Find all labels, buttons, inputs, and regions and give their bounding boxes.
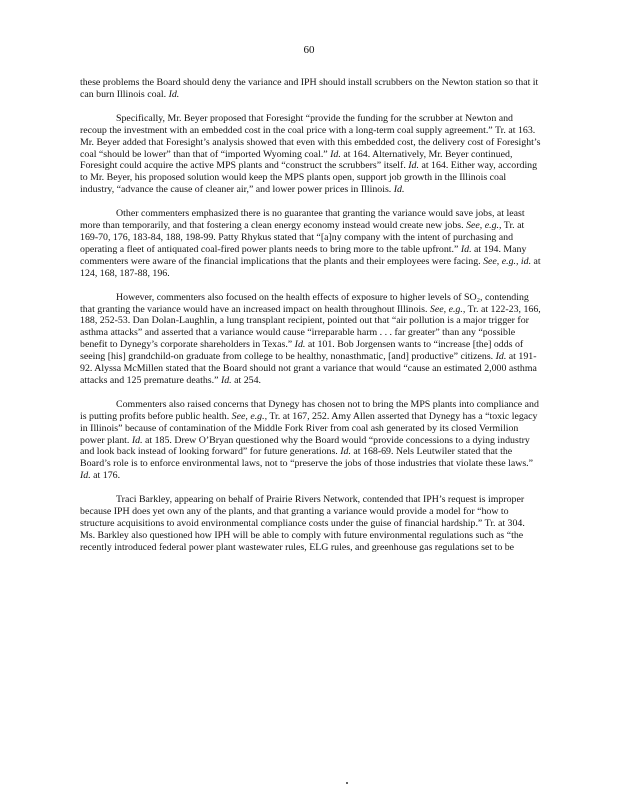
citation-italic: Id. xyxy=(460,243,472,255)
text-run: Tr. at 169-70, 176, 183-84, 188, 198-99. Patty Rhykus stated that “[a]ny company with the intent of purchasing and operating a fleet of antiquated coal-fired power plants needs to bring more to the table upfront.” xyxy=(80,220,525,255)
text-run: at 176. xyxy=(90,470,121,482)
citation-italic: Id. xyxy=(168,88,180,100)
citation-italic: See, e.g., xyxy=(231,410,268,422)
citation-italic: Id. xyxy=(131,434,143,446)
scan-speck xyxy=(346,782,348,784)
text-run: at 124, 168, 187-88, 196. xyxy=(80,255,541,279)
text-run: at 164. Either way, according to Mr. Beyer, his proposed solution would keep the MPS plants open, support job growth in the Illinois coal industry, “advance the cause of cleaner air,” and lower power prices in Illinois. xyxy=(80,160,538,196)
paragraph-5 xyxy=(80,399,542,482)
text-run: at 254. xyxy=(231,374,261,386)
text-run: at 168-69. Nels Leutwiler stated that the Board’s role is to enforce environmental laws, not to “preserve the jobs of those industries that violate these laws.” xyxy=(80,446,534,470)
paragraph-1 xyxy=(80,77,542,101)
paragraph-3 xyxy=(80,208,542,279)
text-run: at 185. Drew O’Bryan questioned why the Board would “provide concessions to a dying industry and look back instead of looking forward” for future generations. xyxy=(80,434,530,458)
citation-italic: Id. xyxy=(294,339,306,351)
text-run: these problems the Board should deny the variance and IPH should install scrubbers on the Newton station so that it can burn Illinois coal. xyxy=(80,77,539,100)
paragraph-6 xyxy=(80,494,542,554)
text-run: Tr. at 122-23, 166, 188, 252-53. Dan Dolan-Laughlin, a lung transplant recipient, pointed out that “air pollution is a major trigger for asthma attacks” and asserted that a variance would cause “irreparable harm . . . far greater” than any “possible benefit to Dynegy’s corporate shareholders in Texas.” xyxy=(80,303,541,351)
citation-italic: See, e.g., id. xyxy=(483,255,532,267)
text-run: Specifically, Mr. Beyer proposed that Foresight “provide the funding for the scrubber at Newton and recoup the investment with an embedded cost in the coal price with a long-term coal supply agreement.” Tr. at 163. Mr. Beyer added that Foresight’s analysis showed that even with this embedded cost, the delivery cost of Foresight’s coal “should be lower” than that of “imported Wyoming coal.” xyxy=(80,112,541,160)
citation-italic: See, e.g., xyxy=(466,220,502,232)
text-run: Tr. at 167, 252. Amy Allen asserted that Dynegy has a “toxic legacy in Illinois” because of contamination of the Middle Fork River from coal ash generated by its closed Vermilion power plant. xyxy=(80,410,538,446)
citation-italic: Id. xyxy=(393,184,405,196)
citation-italic: Id. xyxy=(80,470,91,482)
text-run: Traci Barkley, appearing on behalf of Prairie Rivers Network, contended that IPH’s request is improper because IPH does yet own any of the plants, and that granting a variance would provide a model for “how to structure acquisitions to avoid environmental compliance costs under the guise of financial hardship.” Tr. at 304. Ms. Barkley also questioned how IPH will be able to comply with future environmental regulations such as “the recently introduced federal power plant wastewater rules, ELG rules, and greenhouse gas regulations set to be xyxy=(80,494,525,553)
text-run: at 101. Bob Jorgensen wants to “increase [the] odds of seeing [his] grandchild-on graduate from college to be healthy, nonasthmatic, [and] productive” citizens. xyxy=(80,339,524,363)
text-run: at 194. Many commenters were aware of the financial implications that the plants and their employees were facing. xyxy=(80,243,527,267)
body-text xyxy=(80,77,542,554)
text-run: at 191-92. Alyssa McMillen stated that the Board should not grant a variance that would “cause an estimated 2,000 asthma attacks and 125 premature deaths.” xyxy=(80,351,537,386)
citation-italic: See, e.g., xyxy=(429,303,466,315)
citation-italic: Id. xyxy=(220,374,232,386)
paragraph-2 xyxy=(80,113,542,196)
text-run: However, commenters also focused on the health effects of exposure to higher levels of SO₂, contending that granting the variance would have an increased impact on health throughout Illinois. xyxy=(80,291,529,315)
text-run: Other commenters emphasized there is no guarantee that granting the variance would save jobs, at least more than temporarily, and that fostering a clean energy economy instead would create new jobs. xyxy=(80,208,525,232)
text-run: at 164. Alternatively, Mr. Beyer continued, Foresight could acquire the active MPS plants and “construct the scrubbers” itself. xyxy=(80,148,513,172)
text-run: Commenters also raised concerns that Dynegy has chosen not to bring the MPS plants into compliance and is putting profits before public health. xyxy=(80,398,539,422)
citation-italic: Id. xyxy=(340,446,351,458)
paragraph-4 xyxy=(80,292,542,387)
citation-italic: Id. xyxy=(495,351,507,363)
page-number: 60 xyxy=(303,44,315,56)
citation-italic: Id. xyxy=(330,148,341,160)
citation-italic: Id. xyxy=(408,160,419,172)
